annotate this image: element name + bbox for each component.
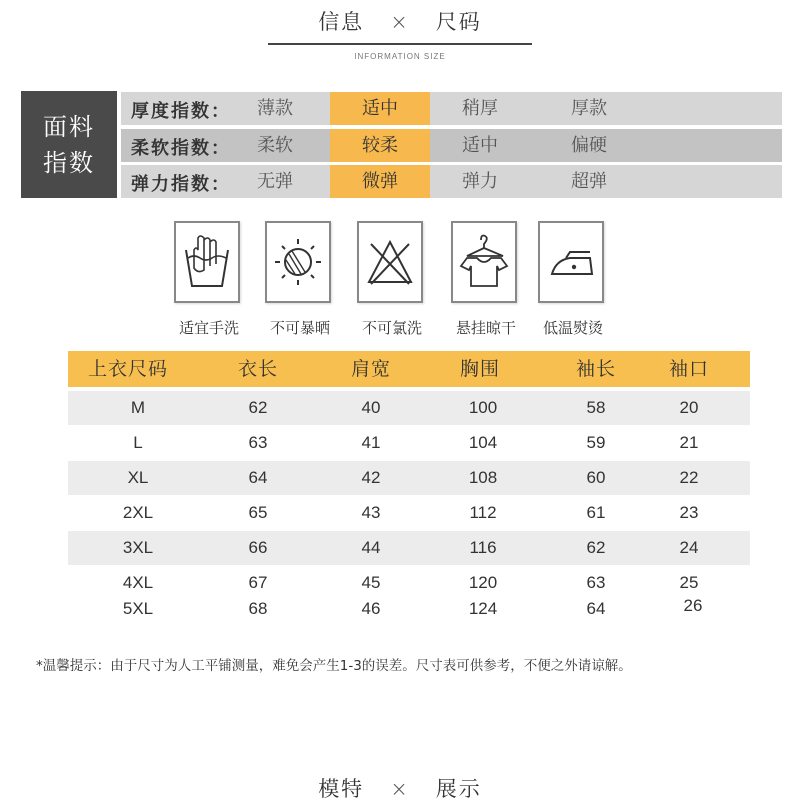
cell: 60 — [586, 468, 606, 487]
care-no-bleach — [357, 221, 427, 307]
cell: 112 — [469, 503, 497, 522]
cell-size: 2XL — [122, 503, 154, 522]
col-header-cuff: 袖口 — [668, 358, 709, 380]
footer-title-separator: × — [390, 777, 410, 801]
fabric-option-selected: 微弹 — [330, 165, 430, 198]
cell-size: 3XL — [122, 538, 154, 557]
fabric-label-line1: 面料 — [43, 112, 95, 141]
title-underline — [268, 43, 532, 45]
cell: 66 — [248, 538, 268, 557]
care-hang-dry — [451, 221, 521, 307]
cell: 25 — [679, 573, 699, 592]
col-header-shoulder: 肩宽 — [350, 358, 391, 380]
table-row — [68, 426, 750, 460]
cell: 40 — [361, 398, 381, 417]
table-row — [68, 592, 750, 626]
cell: 64 — [248, 468, 268, 487]
cell: 62 — [248, 398, 268, 417]
section-title-bottom — [0, 773, 800, 803]
cell: 26 — [683, 596, 703, 615]
cell: 45 — [361, 573, 381, 592]
table-row — [68, 461, 750, 495]
col-header-size: 上衣尺码 — [87, 358, 168, 380]
fabric-row-thickness — [121, 92, 782, 125]
care-label: 适宜手洗 — [178, 319, 239, 337]
cell: 61 — [586, 503, 606, 522]
col-header-sleeve: 袖长 — [575, 358, 616, 380]
cell: 43 — [361, 503, 381, 522]
cell: 65 — [248, 503, 268, 522]
fabric-option: 超弹 — [571, 171, 607, 192]
fabric-row-elasticity — [121, 165, 782, 198]
cell-size: L — [133, 433, 143, 452]
fabric-row-label: 厚度指数： — [131, 101, 231, 122]
care-no-sun — [265, 221, 335, 307]
hang-dry-icon — [451, 221, 517, 303]
cell: 120 — [468, 573, 498, 592]
section-subtitle: INFORMATION SIZE — [354, 52, 446, 61]
cell-size: 5XL — [122, 599, 154, 618]
care-hand-wash — [174, 221, 244, 307]
fabric-label-line2: 指数 — [43, 148, 95, 177]
care-label: 低温熨烫 — [542, 319, 603, 337]
fabric-row-label: 柔软指数： — [131, 138, 231, 159]
size-table-header — [68, 351, 750, 387]
hand-wash-icon — [174, 221, 240, 303]
title-right: 尺码 — [435, 10, 482, 34]
fabric-row-softness — [121, 129, 782, 162]
fabric-row-label: 弹力指数： — [131, 174, 231, 195]
cell: 21 — [679, 433, 699, 452]
cell: 63 — [248, 433, 268, 452]
care-low-iron — [538, 221, 608, 307]
fabric-index-label — [21, 91, 117, 198]
fabric-option-selected: 适中 — [330, 92, 430, 125]
fabric-option: 柔软 — [257, 135, 293, 156]
cell: 22 — [679, 468, 699, 487]
no-bleach-icon — [357, 221, 423, 303]
fabric-option: 薄款 — [257, 98, 293, 119]
title-left: 信息 — [318, 10, 365, 34]
fabric-option: 稍厚 — [462, 98, 498, 119]
fabric-option: 厚款 — [571, 98, 607, 119]
cell-size: M — [130, 398, 146, 417]
cell: 104 — [468, 433, 498, 452]
cell: 64 — [586, 599, 606, 618]
cell: 44 — [361, 538, 381, 557]
footer-title-left: 模特 — [318, 777, 365, 801]
col-header-length: 衣长 — [237, 358, 278, 380]
cell: 124 — [468, 599, 498, 618]
fabric-option: 弹力 — [462, 171, 498, 192]
table-row — [68, 391, 750, 425]
cell: 20 — [679, 398, 699, 417]
measurement-note: *温馨提示：由于尺寸为人工平铺测量，难免会产生1-3的误差。尺寸表可供参考，不便之外请谅解。 — [36, 658, 632, 674]
low-iron-icon — [538, 221, 604, 303]
care-label: 不可氯洗 — [361, 319, 422, 337]
cell: 108 — [468, 468, 498, 487]
cell: 68 — [248, 599, 268, 618]
cell: 23 — [679, 503, 699, 522]
col-header-chest: 胸围 — [459, 358, 500, 380]
cell: 100 — [468, 398, 498, 417]
fabric-option: 无弹 — [257, 171, 293, 192]
cell: 116 — [469, 538, 497, 557]
cell: 46 — [361, 599, 381, 618]
table-row — [68, 496, 750, 530]
fabric-option: 适中 — [462, 135, 498, 156]
care-label: 不可暴晒 — [269, 319, 330, 337]
table-row — [68, 531, 750, 565]
cell: 62 — [586, 538, 606, 557]
cell: 59 — [586, 433, 606, 452]
title-separator: × — [390, 10, 410, 34]
cell: 67 — [248, 573, 268, 592]
section-title — [0, 6, 800, 36]
cell: 24 — [679, 538, 699, 557]
cell: 41 — [361, 433, 381, 452]
cell: 63 — [586, 573, 606, 592]
fabric-option: 偏硬 — [571, 135, 607, 156]
fabric-option-selected: 较柔 — [330, 129, 430, 162]
cell: 58 — [586, 398, 606, 417]
no-sun-icon — [265, 221, 331, 303]
cell-size: 4XL — [122, 573, 154, 592]
footer-title-right: 展示 — [435, 777, 482, 801]
care-label: 悬挂晾干 — [455, 319, 516, 337]
cell-size: XL — [127, 468, 149, 487]
cell: 42 — [361, 468, 381, 487]
